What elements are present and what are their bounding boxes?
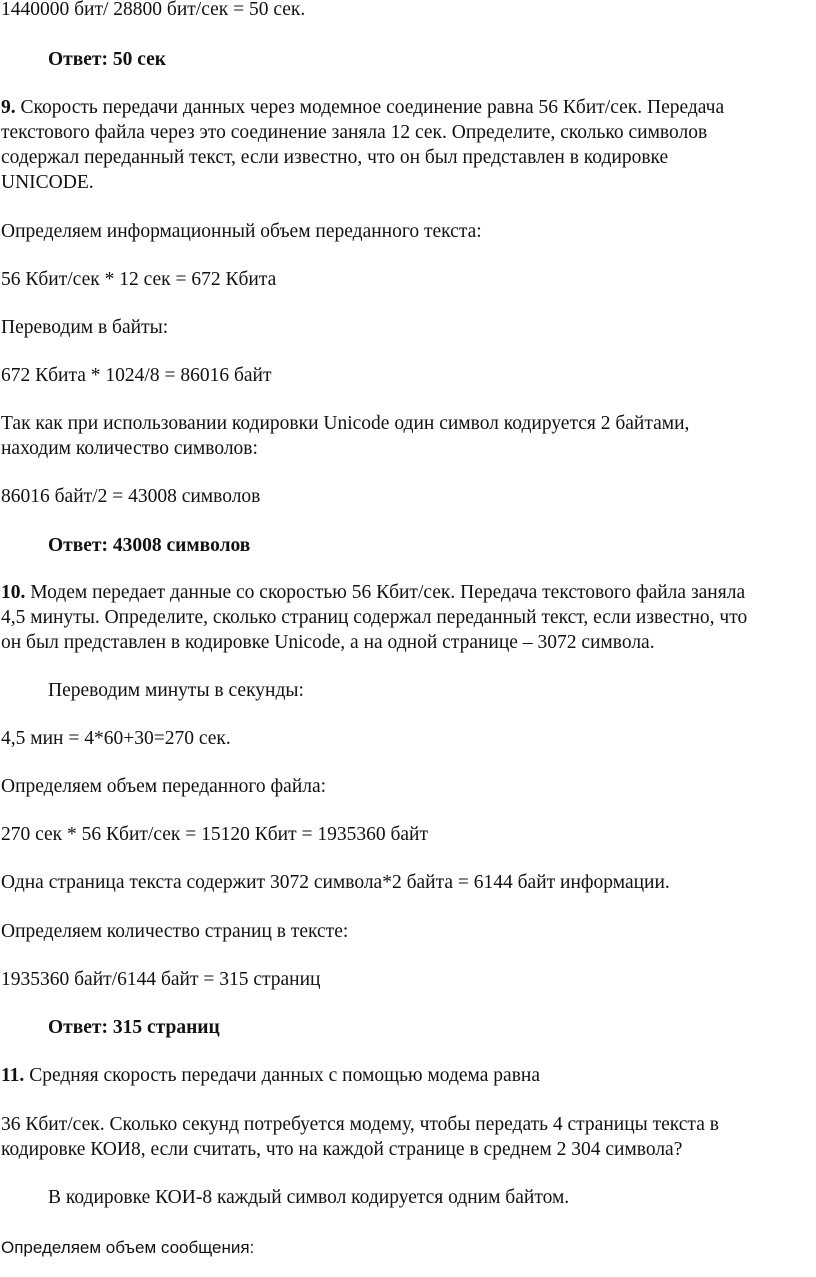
solution-line: Переводим минуты в секунды: <box>48 680 304 701</box>
problem-11-line-1: 11. Средняя скорость передачи данных с помощью модема равна <box>1 1065 540 1086</box>
problem-10-line-3: он был представлен в кодировке Unicode, а на одной странице – 3072 символа. <box>1 632 655 653</box>
calc-line: 1440000 бит/ 28800 бит/сек = 50 сек. <box>1 0 306 20</box>
solution-line: 86016 байт/2 = 43008 символов <box>1 486 261 507</box>
problem-9-line-4: UNICODE. <box>1 172 94 193</box>
solution-line: Так как при использовании кодировки Unicode один символ кодируется 2 байтами, <box>1 413 690 434</box>
solution-line: Определяем объем сообщения: <box>1 1238 255 1257</box>
solution-line: находим количество символов: <box>1 438 258 459</box>
solution-line: Одна страница текста содержит 3072 символа*2 байта = 6144 байт информации. <box>1 872 670 893</box>
solution-line: В кодировке КОИ-8 каждый символ кодируется одним байтом. <box>48 1187 570 1208</box>
solution-line: Определяем информационный объем переданного текста: <box>1 221 482 242</box>
solution-line: Определяем количество страниц в тексте: <box>1 921 349 942</box>
solution-line: 1935360 байт/6144 байт = 315 страниц <box>1 969 321 990</box>
answer-9: Ответ: 43008 символов <box>48 535 251 556</box>
solution-line: Определяем объем переданного файла: <box>1 776 327 797</box>
problem-9-line-3: содержал переданный текст, если известно, что он был представлен в кодировке <box>1 147 669 168</box>
problem-10-line-2: 4,5 минуты. Определите, сколько страниц содержал переданный текст, если известно, что <box>1 607 748 628</box>
solution-line: Переводим в байты: <box>1 317 169 338</box>
problem-10-line-1: 10. Модем передает данные со скоростью 56 Кбит/сек. Передача текстового файла заняла <box>1 582 746 603</box>
solution-line: 672 Кбита * 1024/8 = 86016 байт <box>1 365 272 386</box>
solution-line: 4,5 мин = 4*60+30=270 сек. <box>1 728 231 749</box>
solution-line: 270 сек * 56 Кбит/сек = 15120 Кбит = 1935360 байт <box>1 824 429 845</box>
problem-11-line-2: 36 Кбит/сек. Сколько секунд потребуется модему, чтобы передать 4 страницы текста в <box>1 1114 719 1135</box>
answer-8: Ответ: 50 сек <box>48 49 167 70</box>
problem-9-line-2: текстового файла через это соединение заняла 12 сек. Определите, сколько символов <box>1 122 708 143</box>
problem-9-line-1: 9. Скорость передачи данных через модемное соединение равна 56 Кбит/сек. Передача <box>1 97 725 118</box>
answer-10: Ответ: 315 страниц <box>48 1017 220 1038</box>
problem-11-line-3: кодировке КОИ8, если считать, что на каждой странице в среднем 2 304 символа? <box>1 1139 683 1160</box>
solution-line: 56 Кбит/сек * 12 сек = 672 Кбита <box>1 269 277 290</box>
